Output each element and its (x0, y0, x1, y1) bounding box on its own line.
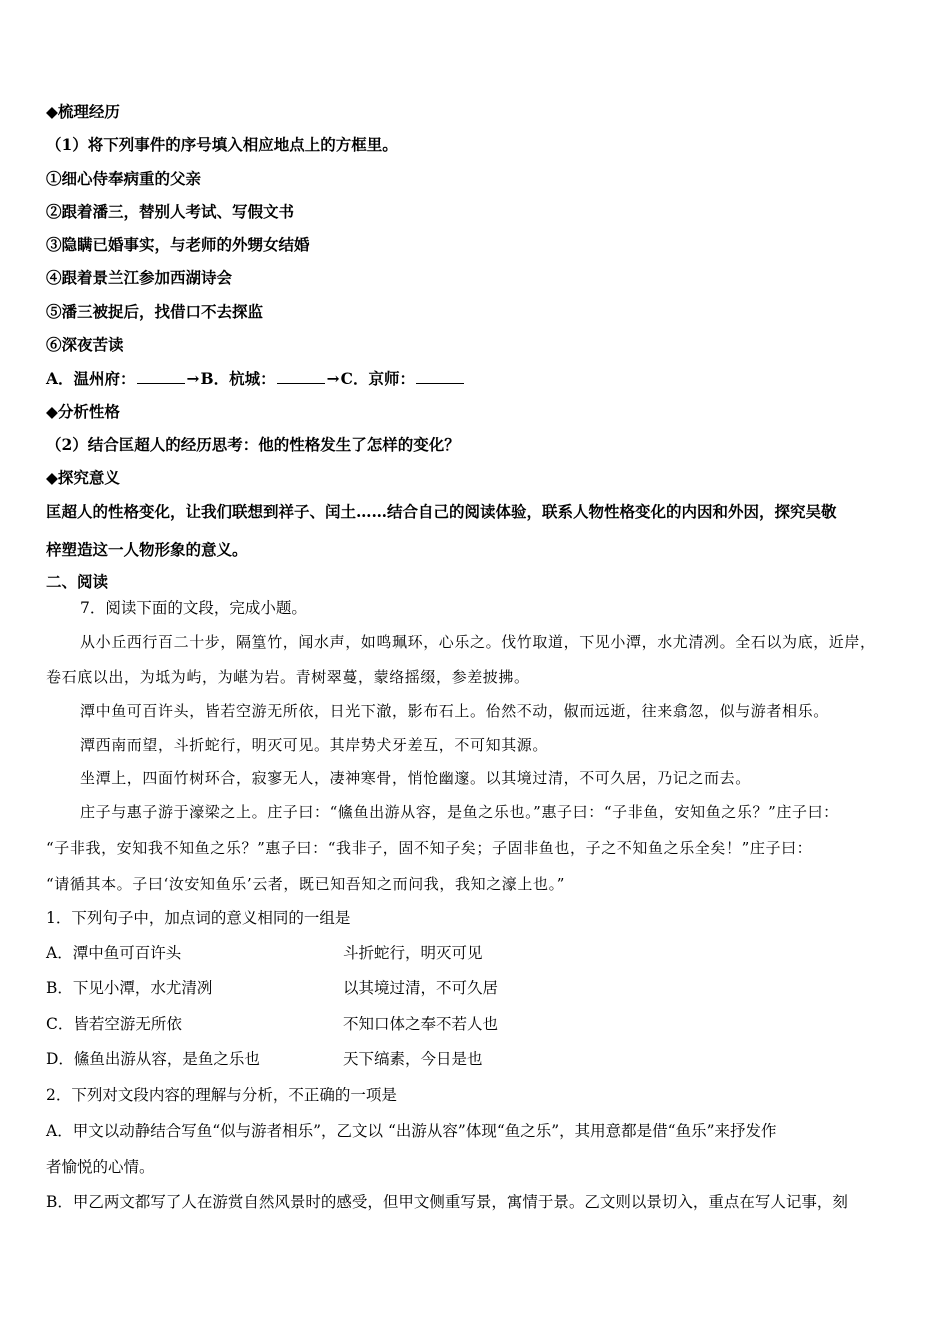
option2-b-line-1: B．甲乙两文都写了人在游赏自然风景时的感受，但甲文侧重写景，寓情于景。乙文则以景切入，重点在写人记事，刻 (46, 1193, 848, 1211)
place-b-blank[interactable] (277, 368, 325, 384)
place-c-blank[interactable] (416, 368, 464, 384)
place-a-blank[interactable] (137, 368, 185, 384)
event-5: ⑤潘三被捉后，找借口不去探监 (46, 302, 264, 321)
explore-text-line-2: 梓塑造这一人物形象的意义。 (46, 540, 248, 559)
option-b-left: B．下见小潭，水尤清冽 (46, 979, 213, 997)
heading-explore-meaning: ◆探究意义 (46, 468, 120, 487)
sub-question-1: 1．下列句子中，加点词的意义相同的一组是 (46, 909, 351, 927)
sub-question-2: 2．下列对文段内容的理解与分析，不正确的一项是 (46, 1086, 397, 1104)
passage-p1-line-1: 从小丘西行百二十步，隔篁竹，闻水声，如鸣珮环，心乐之。伐竹取道，下见小潭，水尤清冽。全石以为底，近岸， (80, 633, 876, 651)
place-a-label: A．温州府： (46, 369, 136, 388)
option-b-right: 以其境过清，不可久居 (343, 979, 499, 997)
event-4: ④跟着景兰江参加西湖诗会 (46, 268, 233, 287)
option2-a-line-1: A．甲文以动静结合写鱼“似与游者相乐”，乙文以 “出游从容”体现“鱼之乐”，其用意都是借“鱼乐”来抒发作 (46, 1122, 777, 1140)
passage-p1-line-2: 卷石底以出，为坻为屿，为嵁为岩。青树翠蔓，蒙络摇缀，参差披拂。 (46, 668, 530, 686)
option-c-right: 不知口体之奉不若人也 (343, 1015, 499, 1033)
explore-text-line-1: 匡超人的性格变化，让我们联想到祥子、闰土……结合自己的阅读体验，联系人物性格变化的内因和外因，探究吴敬 (46, 502, 837, 521)
heading-analyze-character: ◆分析性格 (46, 402, 120, 421)
option-c-left: C．皆若空游无所依 (46, 1015, 182, 1033)
option-d-right: 天下缟素，今日是也 (343, 1050, 483, 1068)
heading-sort-experience: ◆梳理经历 (46, 102, 120, 121)
places-line (46, 368, 465, 389)
question-7: 7．阅读下面的文段，完成小题。 (80, 599, 307, 617)
question-2: （2）结合匡超人的经历思考：他的性格发生了怎样的变化？ (46, 435, 460, 454)
option-a-right: 斗折蛇行，明灭可见 (343, 944, 483, 962)
passage-p5-line-3: “请循其本。子曰‘汝安知鱼乐’云者，既已知吾知之而问我，我知之濠上也。” (46, 875, 565, 893)
passage-p4: 坐潭上，四面竹树环合，寂寥无人，凄神寒骨，悄怆幽邃。以其境过清，不可久居，乃记之而去。 (80, 769, 751, 787)
event-2: ②跟着潘三，替别人考试、写假文书 (46, 202, 295, 221)
option2-a-line-2: 者愉悦的心情。 (46, 1158, 155, 1176)
section-title-reading: 二、阅读 (46, 572, 109, 591)
option-d-left: D．鯈鱼出游从容，是鱼之乐也 (46, 1050, 260, 1068)
question-1: （1）将下列事件的序号填入相应地点上的方框里。 (46, 135, 398, 154)
arrow-icon: → (326, 369, 340, 388)
event-1: ①细心侍奉病重的父亲 (46, 169, 202, 188)
arrow-icon: → (186, 369, 200, 388)
passage-p2: 潭中鱼可百许头，皆若空游无所依，日光下澈，影布石上。佁然不动，俶而远逝，往来翕忽，似与游者相乐。 (80, 702, 829, 720)
passage-p3: 潭西南而望，斗折蛇行，明灭可见。其岸势犬牙差互，不可知其源。 (80, 736, 549, 754)
passage-p5-line-1: 庄子与惠子游于濠梁之上。庄子曰：“鯈鱼出游从容，是鱼之乐也。”惠子曰：“子非鱼，安知鱼之乐？”庄子曰： (80, 803, 839, 821)
event-6: ⑥深夜苦读 (46, 335, 124, 354)
option-a-left: A．潭中鱼可百许头 (46, 944, 182, 962)
place-b-label: B．杭城： (200, 369, 276, 388)
passage-p5-line-2: “子非我，安知我不知鱼之乐？”惠子曰：“我非子，固不知子矣；子固非鱼也，子之不知鱼之乐全矣！”庄子曰： (46, 839, 813, 857)
place-c-label: C．京师： (340, 369, 415, 388)
event-3: ③隐瞒已婚事实，与老师的外甥女结婚 (46, 235, 310, 254)
